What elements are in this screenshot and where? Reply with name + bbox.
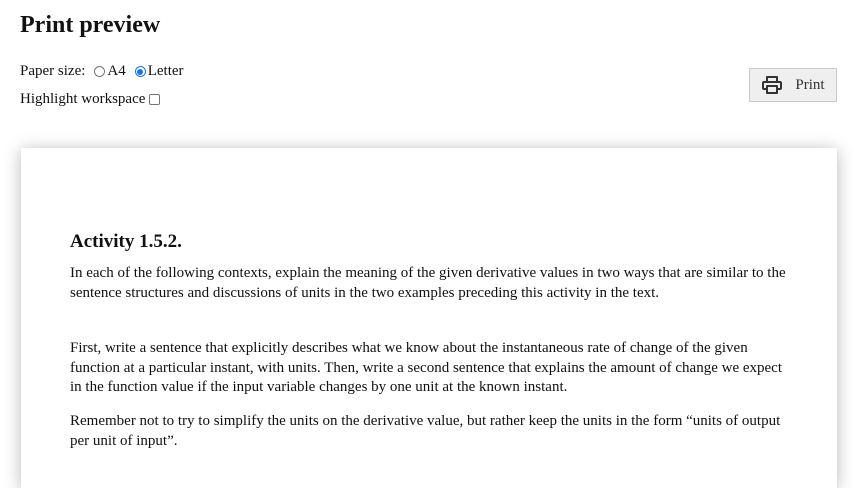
paper-a4-radio[interactable]: [94, 66, 105, 77]
paper-letter-radio[interactable]: [135, 66, 146, 77]
print-button-label: Print: [795, 76, 825, 93]
paper-a4-label[interactable]: A4: [107, 63, 126, 79]
paper-letter-label[interactable]: Letter: [147, 63, 184, 79]
activity-paragraph: First, write a sentence that explicitly describes what we know about the instantaneous rate of change of the given function at a particular instant, with units. Then, write a second sentence that explains the amount of change we expect in the function value if the input variable changes by one unit at the known instant.: [70, 340, 782, 395]
printer-icon: [761, 75, 783, 95]
highlight-workspace-checkbox[interactable]: [149, 94, 160, 105]
activity-paragraph: In each of the following contexts, explain the meaning of the given derivative values in two ways that are similar to the sentence structures and discussions of units in the two examples preceding this activity in the text.: [70, 265, 786, 301]
paper-size-label: Paper size:: [20, 63, 86, 79]
highlight-workspace-label[interactable]: Highlight workspace: [20, 91, 146, 107]
print-button[interactable]: [749, 68, 837, 102]
print-preview-page: [21, 148, 837, 488]
activity-title: Activity 1.5.2.: [70, 231, 182, 252]
paper-size-row: [20, 63, 184, 80]
highlight-workspace-row: [20, 91, 160, 108]
activity-paragraph: Remember not to try to simplify the units on the derivative value, but rather keep the units in the form “units of output per unit of input”.: [70, 413, 781, 449]
page-title: Print preview: [20, 12, 161, 38]
